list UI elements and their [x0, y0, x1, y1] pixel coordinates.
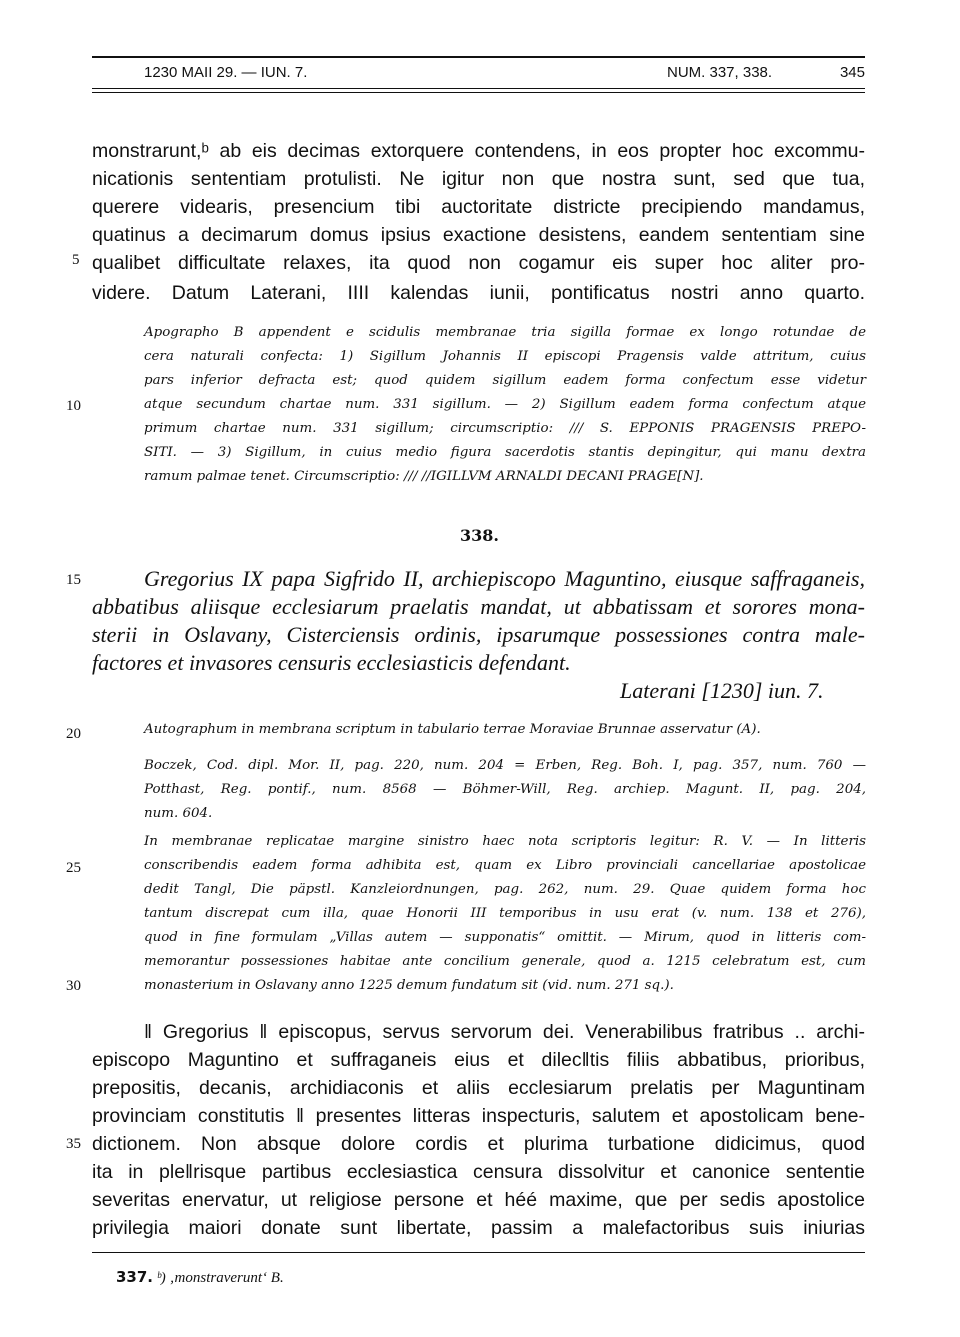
line-number-30: 30 — [66, 978, 81, 994]
note-line: primum chartae num. 331 sigillum; circumscriptio: /// S. EPPONIS PRAGENSIS PREPO- — [144, 421, 866, 436]
note-line: SITI. — 3) Sigillum, in cuius medio figura sacerdotis stantis depingitur, qui manu dextra — [144, 445, 866, 460]
regest-line: abbatibus aliisque ecclesiarum praelatis mandat, ut abbatissam et sorores mona- — [92, 594, 865, 619]
note-line: atque secundum chartae num. 331 sigillum. — 2) Sigillum eadem forma confectum atque — [144, 397, 866, 412]
remark-line: conscribendis eadem forma adhibita est, quam ex Libro provinciali cancellariae apostolicae — [144, 858, 866, 873]
header-date-range: 1230 MAII 29. — IUN. 7. — [144, 64, 308, 81]
text-line: querere videaris, presencium tibi auctoritate districte precipiendo mandamus, — [92, 196, 865, 218]
text-line: ‖ Gregorius ‖ episcopus, servus servorum dei. Venerabilibus fratribus .. archi- — [144, 1021, 865, 1043]
line-number-10: 10 — [66, 398, 81, 414]
regest-line: Gregorius IX papa Sigfrido II, archiepiscopo Maguntino, eiusque saffraganeis, — [144, 566, 865, 591]
source-note: Autographum in membrana scriptum in tabulario terrae Moraviae Brunnae asservatur (A). — [144, 722, 761, 737]
remark-line: quod in fine formulam „Villas autem — supponatis“ omittit. — Mirum, quod in litteris com- — [144, 930, 866, 945]
line-number-35: 35 — [66, 1136, 81, 1152]
text-line: videre. Datum Laterani, IIII kalendas iunii, pontificatus nostri anno quarto. — [92, 282, 865, 304]
text-line: nicationis sententiam protulisti. Ne igitur non que nostra sunt, sed que tua, — [92, 168, 865, 190]
remark-line: memorantur possessiones habitae ante concilium generale, quod a. 1215 celebratum est, cum — [144, 954, 866, 969]
line-number-20: 20 — [66, 726, 81, 742]
bibliography-line: Boczek, Cod. dipl. Mor. II, pag. 220, num. 204 = Erben, Reg. Boh. I, pag. 357, num. 760 — — [144, 758, 866, 773]
text-line: privilegia maiori donate sunt libertate, passim a malefactoribus suis iniurias — [92, 1217, 865, 1239]
note-line: ramum palmae tenet. Circumscriptio: /// //IGILLVM ARNALDI DECANI PRAGE[N]. — [144, 469, 704, 484]
header-bottom-rule-2 — [92, 92, 865, 93]
text-line: monstrarunt,ᵇ ab eis decimas extorquere contendens, in eos propter hoc excommu- — [92, 140, 865, 162]
text-line: provinciam constitutis ‖ presentes litteras inspecturis, salutem et apostolicam bene- — [92, 1105, 865, 1127]
text-line: quatinus a decimarum domus ipsius exactione desistens, eandem sententiam sine — [92, 224, 865, 246]
text-line: episcopo Maguntino et suffraganeis eius et dilec‖tis filiis abbatibus, prioribus, — [92, 1049, 865, 1071]
text-line: prepositis, decanis, archidiaconis et aliis ecclesiarum prelatis per Maguntinam — [92, 1077, 865, 1099]
text-line: dictionem. Non absque dolore cordis et plurima turbatione didicimus, quod — [92, 1133, 865, 1155]
bibliography-line: Potthast, Reg. pontif., num. 8568 — Böhmer-Will, Reg. archiep. Magunt. II, pag. 204, — [144, 782, 866, 797]
regest-line: sterii in Oslavany, Cisterciensis ordinis, ipsarumque possessiones contra male- — [92, 622, 865, 647]
text-line: qualibet difficultate relaxes, ita quod non cogamur eis super hoc aliter pro- — [92, 252, 865, 274]
place-date: Laterani [1230] iun. 7. — [620, 678, 824, 703]
header-bottom-rule — [92, 88, 865, 89]
text-line: ita in ple‖risque partibus ecclesiastica censura dissolvitur et canonice sententie — [92, 1161, 865, 1183]
footnote-text: ᵇ) ‚monstraverunt‘ B. — [156, 1270, 284, 1286]
note-line: Apographo B appendent e scidulis membranae tria sigilla formae ex longo rotundae de — [144, 325, 866, 340]
footnote — [116, 1268, 284, 1287]
header-page-number: 345 — [839, 64, 865, 81]
remark-line: In membranae replicatae margine sinistro haec nota scriptoris legitur: R. V. — In litteris — [144, 834, 866, 849]
footnote-doc-number: 337. — [116, 1268, 154, 1286]
remark-line: dedit Tangl, Die päpstl. Kanzleiordnungen, pag. 262, num. 29. Quae quidem forma hoc — [144, 882, 866, 897]
footnote-rule — [92, 1252, 865, 1253]
bibliography-line: num. 604. — [144, 806, 213, 821]
header-top-rule — [92, 56, 865, 58]
remark-line: tantum discrepat cum illa, quae Honorii III temporibus in usu erat (v. num. 138 et 276), — [144, 906, 866, 921]
text-line: severitas enervatur, ut religiose persone et héé maxime, que per sedis apostolice — [92, 1189, 865, 1211]
doc-number: 338. — [460, 526, 499, 545]
note-line: pars inferior defracta est; quod quidem sigillum eadem forma confectum esse videtur — [144, 373, 866, 388]
regest-line: factores et invasores censuris ecclesiasticis defendant. — [92, 650, 571, 675]
line-number-25: 25 — [66, 860, 81, 876]
line-number-15: 15 — [66, 572, 81, 588]
line-number-5: 5 — [72, 252, 80, 268]
remark-line: monasterium in Oslavany anno 1225 demum fundatum sit (vid. num. 271 sq.). — [144, 978, 674, 993]
running-head — [92, 60, 865, 86]
note-line: cera naturali confecta: 1) Sigillum Johannis II episcopi Pragensis valde attritum, cuius — [144, 349, 866, 364]
header-doc-numbers: NUM. 337, 338. — [667, 64, 773, 81]
